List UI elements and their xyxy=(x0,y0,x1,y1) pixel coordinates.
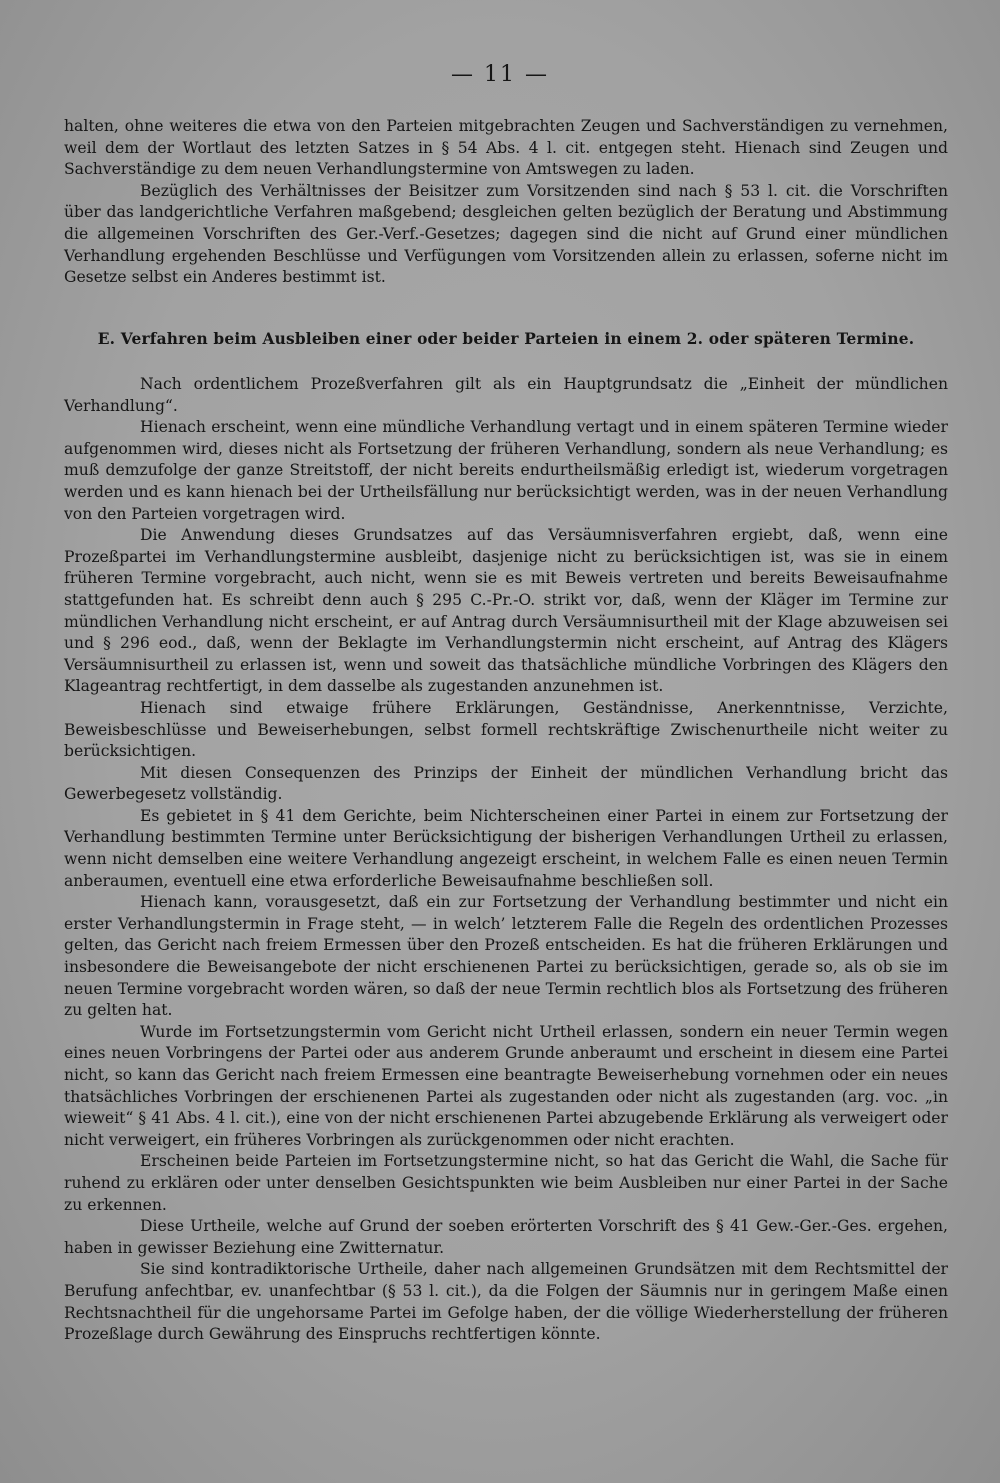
body-paragraph: Die Anwendung dieses Grundsatzes auf das Versäumnisverfahren ergiebt, daß, wenn eine Prozeßpartei im Verhandlungstermine ausbleibt, dasjenige nicht zu berücksichtigen ist, was sie in einem früheren Termine vorgebracht, auch nicht, wenn sie es mit Beweis vertreten und bereits Beweisaufnahme stattgefunden hat. Es schreibt denn auch § 295 C.-Pr.-O. strikt vor, daß, wenn der Kläger im Termine zur mündlichen Verhandlung nicht erscheint, er auf Antrag durch Versäumnisurtheil mit der Klage abzuweisen sei und § 296 eod., daß, wenn der Beklagte im Verhandlungstermin nicht erscheint, auf Antrag des Klägers Versäumnisurtheil zu erlassen ist, wenn und soweit das thatsächliche mündliche Vorbringen des Klägers den Klageantrag rechtfertigt, in dem dasselbe als zugestanden anzunehmen ist. xyxy=(64,526,948,696)
body-paragraph: Hienach kann, vorausgesetzt, daß ein zur Fortsetzung der Verhandlung bestimmter und nicht ein erster Verhandlungstermin in Frage steht, — in welch’ letzterem Falle die Regeln des ordentlichen Prozesses gelten, das Gericht nach freiem Ermessen über den Prozeß entscheiden. Es hat die früheren Erklärungen und insbesondere die Beweisangebote der nicht erschienenen Partei zu berücksichtigen, gerade so, als ob sie im neuen Termine vorgebracht worden wären, so daß der neue Termin rechtlich blos als Fortsetzung des früheren zu gelten hat. xyxy=(64,893,948,1020)
body-paragraph: Nach ordentlichem Prozeßverfahren gilt als ein Hauptgrundsatz die „Einheit der mündlichen Verhandlung“. xyxy=(64,375,948,415)
body-paragraph: Es gebietet in § 41 dem Gerichte, beim Nichterscheinen einer Partei in einem zur Fortsetzung der Verhandlung bestimmten Termine unter Berücksichtigung der bisherigen Verhandlungen Urtheil zu erlassen, wenn nicht demselben eine weitere Verhandlung angezeigt erscheint, in welchem Falle es einen neuen Termin anberaumen, eventuell eine etwa erforderliche Beweisaufnahme beschließen soll. xyxy=(64,806,948,890)
intro-paragraph: halten, ohne weiteres die etwa von den Parteien mitgebrachten Zeugen und Sachverständigen zu vernehmen, weil dem der Wortlaut des letzten Satzes in § 54 Abs. 4 l. cit. entgegen steht. Hienach sind Zeugen und Sachverständige zu dem neuen Verhandlungstermine von Amtswegen zu laden. xyxy=(64,117,948,179)
section-heading: E. Verfahren beim Ausbleiben einer oder beider Parteien in einem 2. oder späteren Termine. xyxy=(97,330,915,348)
body-paragraph: Wurde im Fortsetzungstermin vom Gericht nicht Urtheil erlassen, sondern ein neuer Termin wegen eines neuen Vorbringens der Partei oder aus anderem Grunde anberaumt und erscheint in diesem eine Partei nicht, so kann das Gericht nach freiem Ermessen eine beantragte Beweiserhebung vornehmen oder ein neues thatsächliches Vorbringen der erschienenen Partei als zugestanden oder nicht als zugestanden (arg. voc. „in wieweit“ § 41 Abs. 4 l. cit.), eine von der nicht erschienenen Partei abzugebende Erklärung als verweigert oder nicht verweigert, ein früheres Vorbringen als zurückgenommen oder nicht erachten. xyxy=(64,1022,948,1149)
page-number: — 11 — xyxy=(451,62,549,87)
body-paragraph: Mit diesen Consequenzen des Prinzips der Einheit der mündlichen Verhandlung bricht das Gewerbegesetz vollständig. xyxy=(64,763,948,804)
body-paragraph: Hienach sind etwaige frühere Erklärungen, Geständnisse, Anerkenntnisse, Verzichte, Beweisbeschlüsse und Beweiserhebungen, selbst formell rechtskräftige Zwischenurtheile nicht weiter zu berücksichtigen. xyxy=(64,698,948,761)
body-paragraph: Erscheinen beide Parteien im Fortsetzungstermine nicht, so hat das Gericht die Wahl, die Sache für ruhend zu erklären oder unter denselben Gesichtspunkten wie beim Ausbleiben nur einer Partei in der Sache zu erkennen. xyxy=(64,1152,948,1214)
intro-text xyxy=(64,116,948,289)
intro-paragraph: Bezüglich des Verhältnisses der Beisitzer zum Vorsitzenden sind nach § 53 l. cit. die Vorschriften über das landgerichtliche Verfahren maßgebend; desgleichen gelten bezüglich der Beratung und Abstimmung die allgemeinen Vorschriften des Ger.-Verf.-Gesetzes; dagegen sind die nicht auf Grund einer mündlichen Verhandlung ergehenden Beschlüsse und Verfügungen vom Vorsitzenden allein zu erlassen, soferne nicht im Gesetze selbst ein Anderes bestimmt ist. xyxy=(64,181,948,287)
body-paragraph: Diese Urtheile, welche auf Grund der soeben erörterten Vorschrift des § 41 Gew.-Ger.-Ges. ergehen, haben in gewisser Beziehung eine Zwitternatur. xyxy=(64,1217,948,1257)
body-paragraph: Sie sind kontradiktorische Urtheile, daher nach allgemeinen Grundsätzen mit dem Rechtsmittel der Berufung anfechtbar, ev. unanfechtbar (§ 53 l. cit.), da die Folgen der Säumnis nur in geringem Maße einen Rechtsnachtheil für die ungehorsame Partei im Gefolge haben, der die völlige Wiederherstellung der früheren Prozeßlage durch Gewährung des Einspruchs rechtfertigen könnte. xyxy=(64,1260,948,1344)
section-body xyxy=(64,374,948,1346)
body-paragraph: Hienach erscheint, wenn eine mündliche Verhandlung vertagt und in einem späteren Termine wieder aufgenommen wird, dieses nicht als Fortsetzung der früheren Verhandlung, sondern als neue Verhandlung; es muß demzufolge der ganze Streitstoff, der nicht bereits endurtheilsmäßig erledigt ist, wiederum vorgetragen werden und es kann hienach bei der Urtheilsfällung nur berücksichtigt werden, was in der neuen Verhandlung von den Parteien vorgetragen wird. xyxy=(64,418,948,523)
